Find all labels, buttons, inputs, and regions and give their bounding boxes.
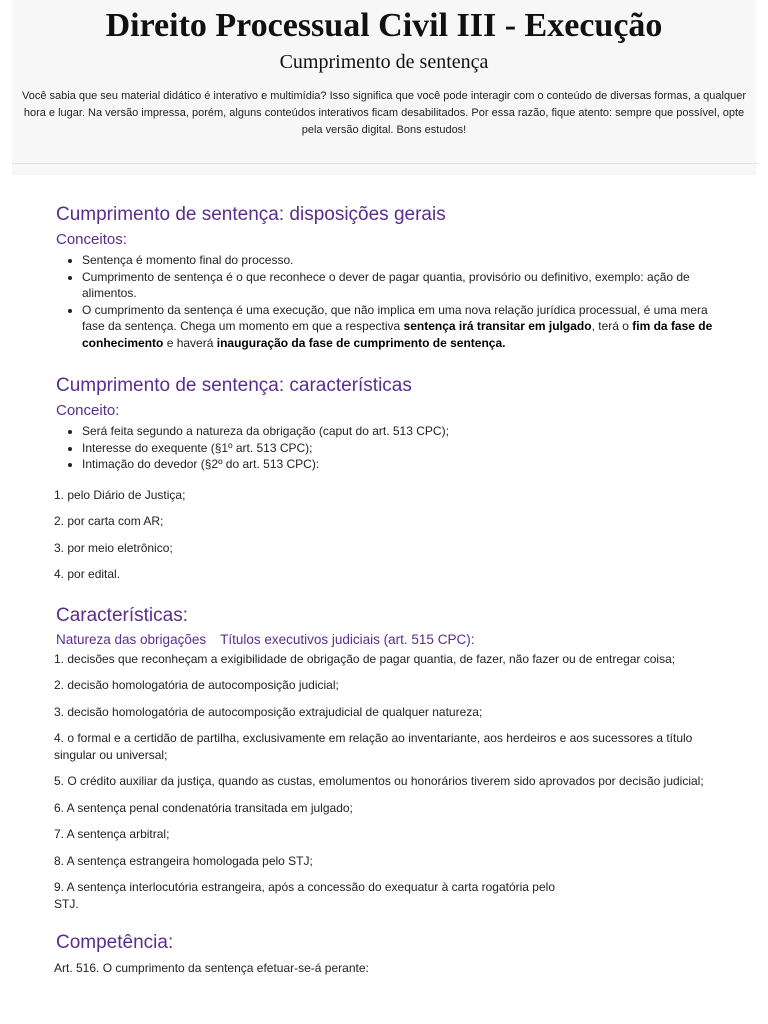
section-caracteristicas-titulos [56, 603, 716, 913]
bold-text: inauguração da fase de cumprimento de sentença. [216, 335, 506, 350]
bullet-list [56, 252, 716, 351]
section-heading: Cumprimento de sentença: características [56, 375, 412, 396]
list-item: • Será feita segundo a natureza da obrigação (caput do art. 513 CPC); [82, 423, 716, 440]
list-item: • Interesse do exequente (§1º art. 513 CPC); [82, 440, 716, 457]
text-run: , terá o [591, 319, 633, 333]
section-subheading [56, 631, 716, 649]
document-subtitle: Cumprimento de sentença [279, 51, 489, 73]
subheading-titulos: Títulos executivos judiciais (art. 515 CPC): [220, 631, 475, 647]
document-body [56, 202, 716, 977]
list-item: 1. pelo Diário de Justiça; [54, 487, 186, 502]
list-item: • Sentença é momento final do processo. [82, 252, 716, 269]
paragraph: Art. 516. O cumprimento da sentença efetuar-se-á perante: [54, 961, 369, 975]
list-item: 4. o formal e a certidão de partilha, exclusivamente em relação ao inventariante, aos herdeiros e aos sucessores a título singular ou universal; [54, 731, 693, 762]
header-divider [12, 163, 758, 164]
list-item: 2. decisão homologatória de autocomposição judicial; [54, 678, 339, 692]
document-title: Direito Processual Civil III - Execução [105, 7, 663, 44]
list-item: 8. A sentença estrangeira homologada pelo STJ; [54, 853, 313, 868]
text-run: O cumprimento da sentença é uma execução, que não implica em uma nova relação jurídica processual, é uma mera fase da sentença. Chega um momento em que a respectiva [82, 302, 708, 333]
list-item: 6. A sentença penal condenatória transitada em julgado; [54, 800, 353, 815]
section-heading: Características: [56, 604, 188, 626]
intro-paragraph: Você sabia que seu material didático é interativo e multimídia? Isso significa que você pode interagir com o conteúdo de diversas formas, a qualquer hora e lugar. Na versão impressa, porém, alguns conteúdos interativos ficam desabilitados. Por essa razão, fique atento: sempre que possível, opte pela versão digital. Bons estudos! [22, 90, 746, 136]
section-disposicoes-gerais [56, 202, 716, 351]
list-item: 9. A sentença interlocutória estrangeira, após a concessão do exequatur à carta rogatória pelo STJ. [54, 880, 555, 911]
list-item: • Cumprimento de sentença é o que reconhece o dever de pagar quantia, provisório ou definitivo, exemplo: ação de alimentos. [82, 269, 716, 302]
section-heading: Cumprimento de sentença: disposições gerais [56, 204, 446, 225]
list-item: 1. decisões que reconheçam a exigibilidade de obrigação de pagar quantia, de fazer, não fazer ou de entregar coisa; [54, 651, 676, 666]
list-item: 3. decisão homologatória de autocomposição extrajudicial de qualquer natureza; [54, 704, 483, 719]
numbered-items [54, 487, 716, 583]
section-subheading: Conceito: [56, 402, 120, 419]
bold-text: fim da fase de conhecimento [82, 319, 713, 350]
section-caracteristicas [56, 373, 716, 583]
bold-text: sentença irá transitar em julgado [403, 319, 592, 333]
bullet-list [56, 423, 716, 473]
subheading-natureza: Natureza das obrigações [56, 631, 207, 647]
list-item: 7. A sentença arbitral; [54, 827, 170, 841]
list-item: 4. por edital. [54, 567, 121, 581]
list-item: 3. por meio eletrônico; [54, 540, 173, 555]
list-item: 2. por carta com AR; [54, 514, 164, 528]
list-item [82, 302, 716, 352]
section-subheading: Conceitos: [56, 231, 127, 248]
section-competencia [56, 930, 716, 977]
numbered-items [54, 651, 716, 913]
document-header [12, 0, 756, 175]
list-item: • Intimação do devedor (§2º do art. 513 CPC): [82, 456, 716, 473]
section-heading: Competência: [56, 932, 174, 953]
list-item: 5. O crédito auxiliar da justiça, quando as custas, emolumentos ou honorários tiverem sido aprovados por decisão judicial; [54, 774, 704, 788]
text-run: e haverá [163, 335, 217, 350]
